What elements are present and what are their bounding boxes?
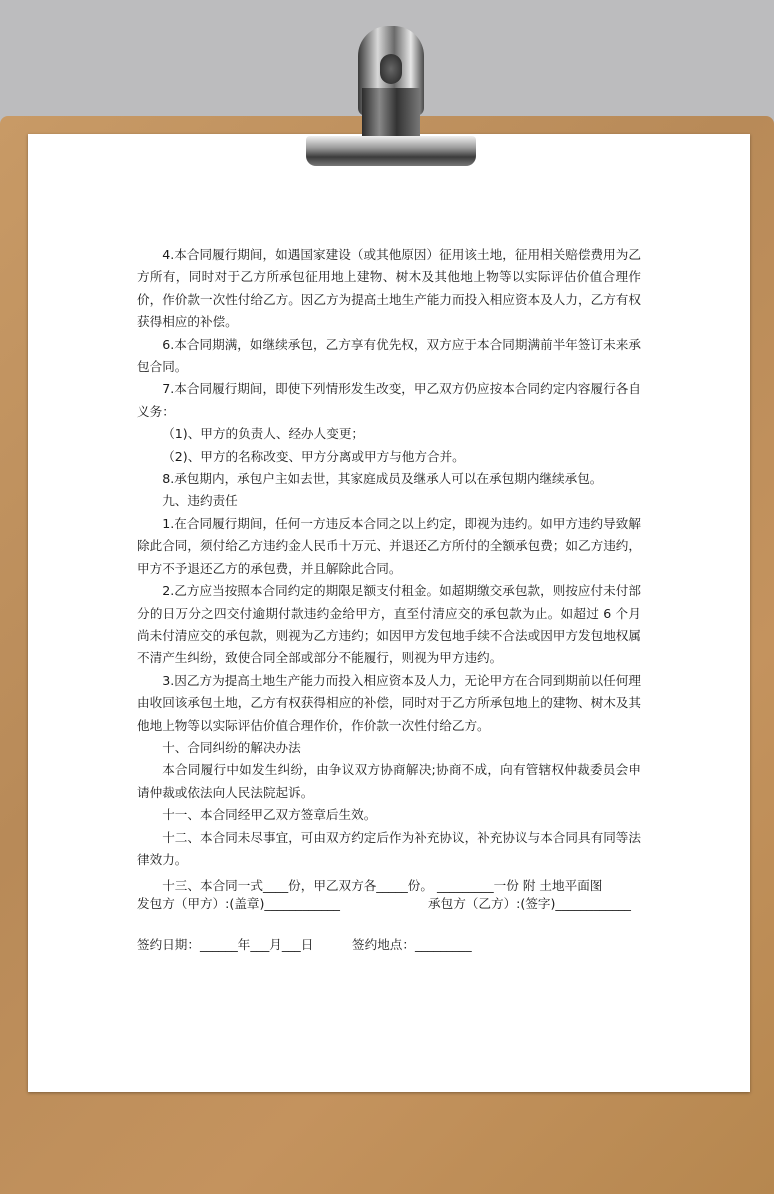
clause-6: 6.本合同期满，如继续承包，乙方享有优先权，双方应于本合同期满前半年签订未来承包合同。: [137, 336, 641, 375]
dispute-clause: 本合同履行中如发生纠纷，由争议双方协商解决;协商不成，向有管辖权仲裁委员会申请仲裁或依法向人民法院起诉。: [137, 762, 641, 800]
breach-clause-1: 1.在合同履行期间，任何一方违反本合同之以上约定，即视为违约。如甲方违约导致解除此合同，须付给乙方违约金人民币十万元、并退还乙方所付的全额承包费；如乙方违约，甲方不予退还乙方的承包费，并且解除此合同。: [137, 515, 641, 576]
sign-place-line: 签约地点：_________: [352, 937, 472, 952]
section-heading-breach: 九、违约责任: [162, 493, 238, 509]
binder-clip-icon: [300, 26, 480, 176]
party-b-signature-line: 承包方（乙方）:(签字)____________: [428, 896, 631, 911]
contract-body: [137, 244, 641, 898]
clause-8: 8.承包期内，承包户主如去世，其家庭成员及继承人可以在承包期内继续承包。: [162, 471, 603, 487]
clause-11: 十一、本合同经甲乙双方签章后生效。: [162, 807, 377, 823]
clause-7-item-1: （1)、甲方的负责人、经办人变更；: [162, 426, 365, 442]
party-a-signature-line: 发包方（甲方）:(盖章)____________: [137, 896, 340, 911]
clause-7: 7.本合同履行期间，即使下列情形发生改变，甲乙双方仍应按本合同约定内容履行各自义务：: [137, 381, 641, 419]
breach-clause-3: 3.因乙方为提高土地生产能力而投入相应资本及人力，无论甲方在合同到期前以任何理由收回该承包土地，乙方有权获得相应的补偿，同时对于乙方所承包地上的建物、树木及其他地上物等以实际评估价值合理作价，作价款一次性付给乙方。: [137, 672, 641, 733]
clause-4: 4.本合同履行期间，如遇国家建设（或其他原因）征用该土地，征用相关赔偿费用为乙方所有，同时对于乙方所承包征用地上建物、树木及其他地上物等以实际评估价值合理作价，作价款一次性付给乙方。因乙方为提高土地生产能力而投入相应资本及人力，乙方有权获得相应的补偿。: [137, 247, 641, 330]
clause-12: 十二、本合同未尽事宜，可由双方约定后作为补充协议，补充协议与本合同具有同等法律效力。: [137, 829, 641, 867]
clause-13: 十三、本合同一式____份，甲乙双方各_____份。 _________一份 附 土地平面图: [162, 878, 603, 894]
clause-7-item-2: （2)、甲方的名称改变、甲方分离或甲方与他方合并。: [162, 448, 465, 464]
breach-clause-2: 2.乙方应当按照本合同约定的期限足额支付租金。如超期缴交承包款，则按应付未付部分的日万分之四交付逾期付款违约金给甲方，直至付清应交的承包款为止。如超过 6 个月尚未付清应交的承包款，则视为乙方违约；如因甲方发包地手续不合法或因甲方发包地权属不清产生纠纷，致使合同全部或部分不能履行，则视为甲方违约。: [137, 583, 641, 666]
section-heading-dispute: 十、合同纠纷的解决办法: [162, 739, 301, 755]
sign-date-line: 签约日期：______年___月___日: [137, 937, 314, 952]
